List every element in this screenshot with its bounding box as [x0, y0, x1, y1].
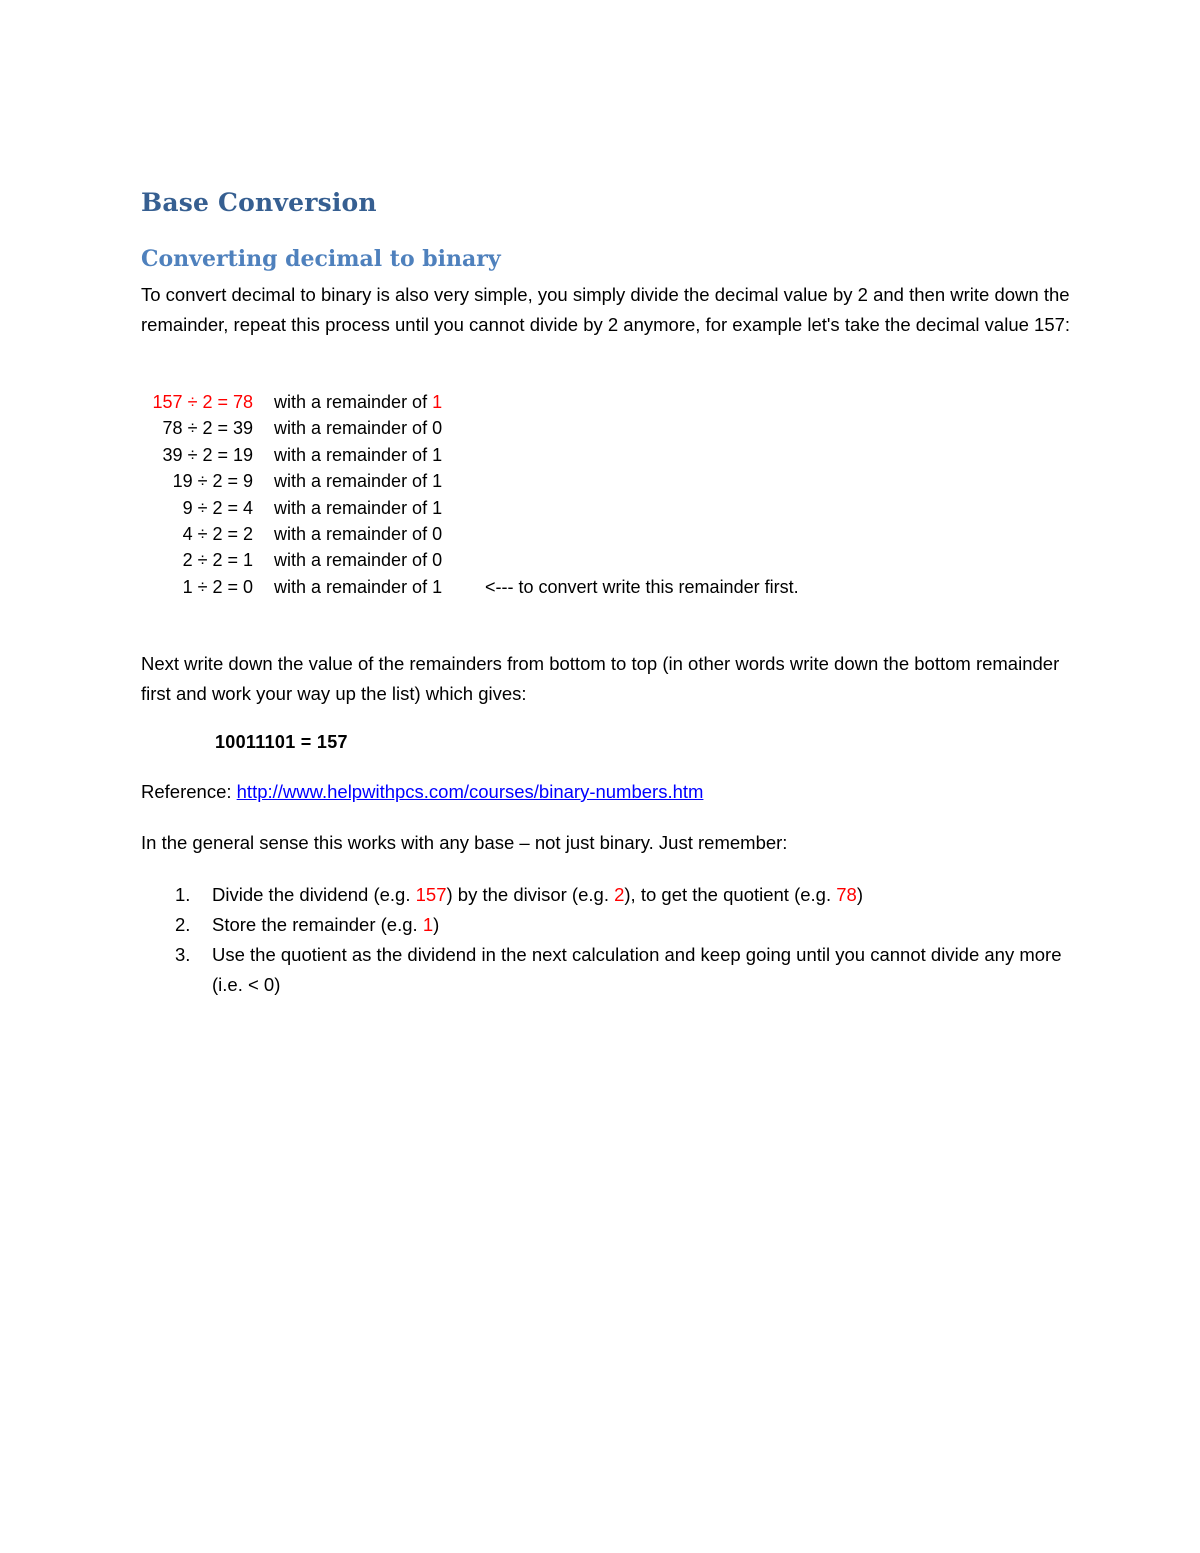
step-equation: 1 ÷ 2 = 0: [182, 576, 253, 597]
rule-number: 1.: [175, 884, 191, 905]
division-step-row: [141, 495, 443, 521]
reference-label: Reference:: [141, 781, 237, 802]
step-remainder-text: [274, 521, 442, 547]
rule-text: Store the remainder (e.g.: [212, 914, 423, 935]
step-remainder-value: 1: [432, 392, 443, 412]
rule-item: [141, 880, 1071, 910]
step-remainder-text: [274, 468, 442, 494]
step-equation: 2 ÷ 2 = 1: [182, 550, 253, 571]
rule-text: ): [856, 884, 863, 905]
step-remainder-value: 1: [432, 471, 443, 492]
rule-number: 3.: [175, 944, 191, 965]
step-remainder-label: with a remainder of: [274, 497, 433, 518]
rule-example-value: 78: [836, 884, 857, 905]
division-steps: [141, 389, 799, 600]
step-remainder-value: 1: [432, 497, 443, 518]
step-remainder-label: with a remainder of: [274, 418, 433, 439]
step-remainder-text: [274, 389, 442, 415]
step-remainder-label: with a remainder of: [274, 392, 433, 412]
division-step-row: [141, 547, 443, 573]
binary-result: 10011101 = 157: [215, 732, 348, 752]
step-remainder-label: with a remainder of: [274, 471, 433, 492]
division-step-row: [141, 468, 443, 494]
rule-number: 2.: [175, 914, 191, 935]
division-step-row: [141, 389, 443, 415]
division-step-row: [141, 521, 443, 547]
rule-text: ), to get the quotient (e.g.: [624, 884, 837, 905]
step-equation: 9 ÷ 2 = 4: [182, 497, 253, 518]
reference-link[interactable]: http://www.helpwithpcs.com/courses/binary-numbers.htm: [236, 781, 704, 802]
rules-list: [141, 880, 1071, 1000]
step-remainder-label: with a remainder of: [274, 550, 433, 571]
next-paragraph: Next write down the value of the remainders from bottom to top (in other words write down the bottom remainder first and work your way up the list) which gives:: [141, 653, 1060, 704]
step-remainder-value: 0: [432, 550, 443, 571]
step-remainder-value: 1: [432, 444, 443, 465]
step-remainder-text: [274, 574, 442, 600]
step-remainder-label: with a remainder of: [274, 523, 433, 544]
general-sense-paragraph: In the general sense this works with any base – not just binary. Just remember:: [141, 832, 788, 853]
step-equation: 19 ÷ 2 = 9: [172, 471, 253, 492]
step-remainder-label: with a remainder of: [274, 444, 433, 465]
rule-text: ) by the divisor (e.g.: [446, 884, 615, 905]
rule-example-value: 2: [614, 884, 625, 905]
step-remainder-label: with a remainder of: [274, 576, 433, 597]
rule-text: Divide the dividend (e.g.: [212, 884, 416, 905]
rule-example-value: 1: [422, 914, 434, 935]
division-step-row: [141, 442, 443, 468]
division-step-row: [141, 574, 799, 600]
rule-item: [141, 940, 1071, 1000]
step-remainder-value: 0: [432, 418, 443, 439]
reference-line: [141, 781, 703, 803]
division-step-row: [141, 415, 443, 441]
rule-text: Use the quotient as the dividend in the next calculation and keep going until you cannot divide any more (i.e. < 0): [212, 944, 1062, 995]
step-remainder-text: [274, 495, 442, 521]
step-remainder-text: [274, 415, 442, 441]
step-note: <--- to convert write this remainder first.: [485, 576, 799, 597]
intro-paragraph: To convert decimal to binary is also very simple, you simply divide the decimal value by 2 and then write down the remainder, repeat this process until you cannot divide by 2 anymore, for example let's take the decimal value 157:: [141, 284, 1071, 335]
rule-item: [141, 910, 1071, 940]
step-equation: 157 ÷ 2 = 78: [152, 392, 253, 412]
rule-text: ): [433, 914, 440, 935]
step-equation: 78 ÷ 2 = 39: [162, 418, 253, 439]
step-remainder-value: 0: [432, 523, 443, 544]
step-remainder-value: 1: [432, 576, 443, 597]
step-equation: 39 ÷ 2 = 19: [162, 444, 253, 465]
step-remainder-text: [274, 547, 442, 573]
section-heading: Converting decimal to binary: [141, 246, 501, 272]
step-remainder-text: [274, 442, 442, 468]
page-title: Base Conversion: [141, 188, 377, 217]
step-equation: 4 ÷ 2 = 2: [182, 523, 253, 544]
rule-example-value: 157: [415, 884, 447, 905]
